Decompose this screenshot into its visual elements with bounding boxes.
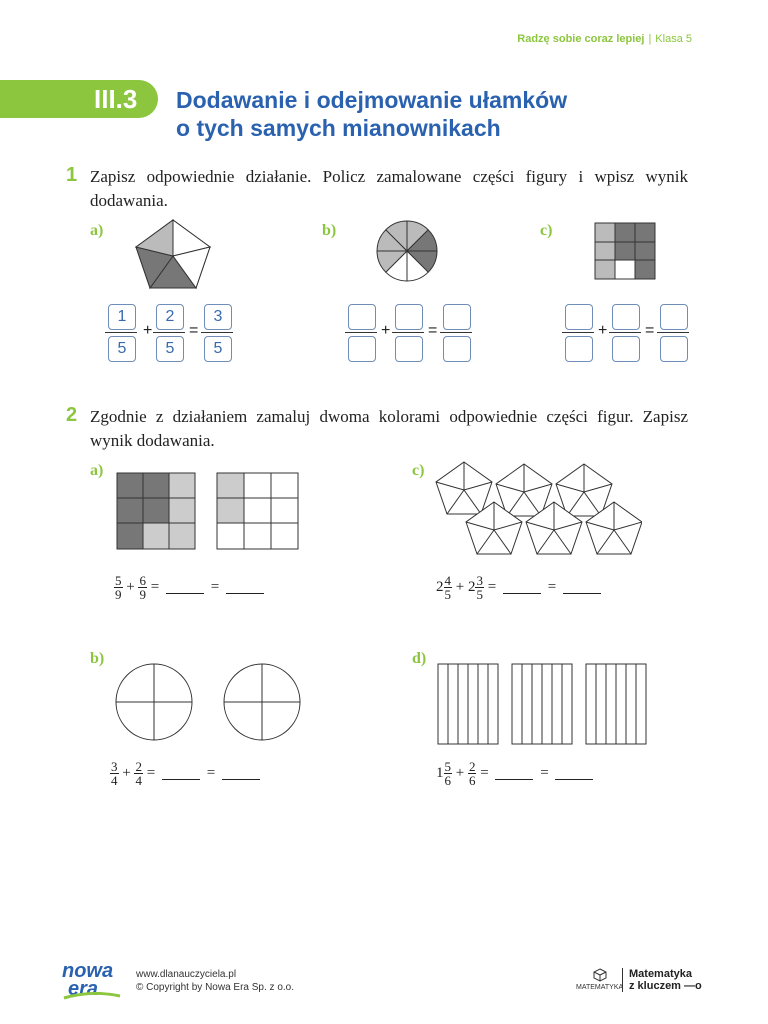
- answer-blank[interactable]: [495, 767, 533, 780]
- answer-blank[interactable]: [162, 767, 200, 780]
- fraction-bar: [392, 332, 424, 333]
- plus-sign: +: [143, 322, 153, 339]
- task1b-num1[interactable]: [348, 304, 376, 330]
- task1c-den2[interactable]: [612, 336, 640, 362]
- task2b-circles: [114, 662, 304, 742]
- fraction-bar: [345, 332, 377, 333]
- plus-sign: +: [381, 322, 391, 339]
- fraction-bar: [105, 332, 137, 333]
- series-name: Radzę sobie coraz lepiej: [517, 33, 645, 45]
- task1c-den3[interactable]: [660, 336, 688, 362]
- task1a-den1[interactable]: 5: [108, 336, 136, 362]
- task1a-num3[interactable]: 3: [204, 304, 232, 330]
- task1b-den3[interactable]: [443, 336, 471, 362]
- section-number: III.3: [94, 84, 138, 114]
- fraction: $\frac{5}{6}$: [444, 759, 451, 788]
- task1c-den1[interactable]: [565, 336, 593, 362]
- cube-icon: [593, 968, 607, 982]
- footer-info: [136, 968, 294, 994]
- task1c-num2[interactable]: [612, 304, 640, 330]
- task1-circle: [376, 220, 438, 282]
- fraction: $\frac{4}{5}$: [444, 573, 451, 602]
- fraction: $\frac{3}{4}$: [111, 759, 118, 788]
- task2b-equation: $\frac{3}{4}$ + $\frac{2}{4}$ = =: [110, 760, 263, 787]
- task2d-rectangles: [436, 662, 662, 746]
- task2c-pentagons: [430, 460, 642, 556]
- task2-label-c: c): [412, 462, 425, 479]
- page-title: [176, 86, 696, 142]
- matematyka-small-logo: MATEMATYKA: [576, 968, 623, 991]
- task1a-num1[interactable]: 1: [108, 304, 136, 330]
- nowa-era-logo: nowa era: [62, 962, 113, 998]
- matematyka-z-kluczem-logo: Matematyka z kluczem —o: [622, 968, 702, 992]
- logo-swoosh-icon: [62, 992, 122, 1000]
- task2-number: 2: [66, 404, 78, 426]
- fraction-bar: [562, 332, 594, 333]
- task2-text: Zgodnie z działaniem zamaluj dwoma kolorami odpowiednie części figur. Zapisz wynik dodawania.: [90, 407, 688, 450]
- plus-sign: +: [598, 322, 608, 339]
- task2d-equation: 1 $\frac{5}{6}$ + $\frac{2}{6}$ = =: [436, 760, 596, 787]
- task1a-num2[interactable]: 2: [156, 304, 184, 330]
- task1-label-a: a): [90, 222, 104, 239]
- task1b-num3[interactable]: [443, 304, 471, 330]
- fraction-bar: [609, 332, 641, 333]
- task1b-num2[interactable]: [395, 304, 423, 330]
- task2a-grids: [116, 472, 300, 550]
- footer-url[interactable]: www.dlanauczyciela.pl: [136, 969, 237, 980]
- answer-blank[interactable]: [503, 581, 541, 594]
- task2c-equation: 2 $\frac{4}{5}$ + 2 $\frac{3}{5}$ = =: [436, 574, 604, 601]
- task1-grid: [594, 222, 656, 280]
- task2-label-d: d): [412, 650, 427, 667]
- task2-label-a: a): [90, 462, 104, 479]
- footer-copyright: © Copyright by Nowa Era Sp. z o.o.: [136, 982, 294, 993]
- task2-label-b: b): [90, 650, 105, 667]
- key-icon: —o: [680, 980, 702, 992]
- task1-label-b: b): [322, 222, 337, 239]
- fraction: $\frac{5}{9}$: [115, 573, 122, 602]
- task1-label-c: c): [540, 222, 553, 239]
- title-line-2: o tych samych mianownikach: [176, 115, 501, 141]
- answer-blank[interactable]: [166, 581, 204, 594]
- equals-sign: =: [645, 322, 655, 339]
- task1c-num1[interactable]: [565, 304, 593, 330]
- series-header: [517, 33, 692, 45]
- header-separator: |: [648, 33, 652, 45]
- task1c-num3[interactable]: [660, 304, 688, 330]
- fraction-bar: [153, 332, 185, 333]
- fraction: $\frac{3}{5}$: [476, 573, 483, 602]
- equals-sign: =: [189, 322, 199, 339]
- task1a-den3[interactable]: 5: [204, 336, 232, 362]
- fraction: $\frac{2}{6}$: [468, 759, 476, 788]
- fraction: $\frac{6}{9}$: [139, 573, 146, 602]
- answer-blank[interactable]: [555, 767, 593, 780]
- task1-text: Zapisz odpowiednie działanie. Policz zamalowane części figury i wpisz wynik dodawania.: [90, 167, 688, 210]
- task1-pentagon: [134, 218, 212, 290]
- task1-number: 1: [66, 164, 78, 186]
- answer-blank[interactable]: [563, 581, 601, 594]
- fraction-bar: [440, 332, 472, 333]
- answer-blank[interactable]: [226, 581, 264, 594]
- task2a-equation: $\frac{5}{9}$ + $\frac{6}{9}$ = =: [114, 574, 267, 601]
- fraction-bar: [201, 332, 233, 333]
- answer-blank[interactable]: [222, 767, 260, 780]
- fraction-bar: [657, 332, 689, 333]
- title-line-1: Dodawanie i odejmowanie ułamków: [176, 87, 568, 113]
- task1b-den2[interactable]: [395, 336, 423, 362]
- task1a-den2[interactable]: 5: [156, 336, 184, 362]
- fraction: $\frac{2}{4}$: [135, 759, 142, 788]
- equals-sign: =: [428, 322, 438, 339]
- grade-label: Klasa 5: [655, 33, 692, 45]
- task1b-den1[interactable]: [348, 336, 376, 362]
